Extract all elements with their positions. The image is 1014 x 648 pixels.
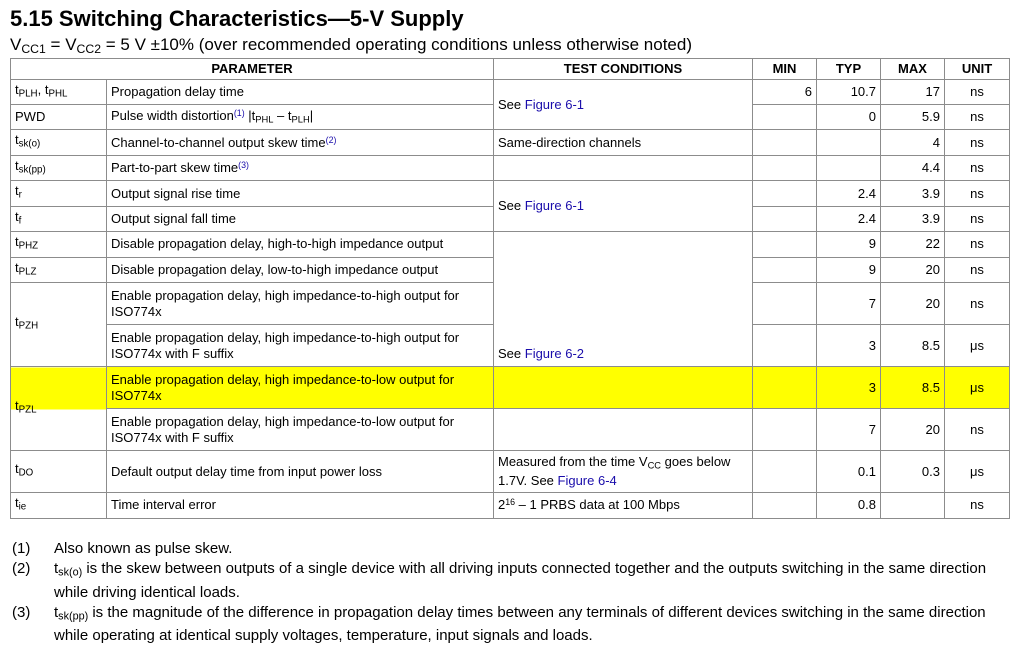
symbol-cell: $t_{sk(pp)}$ [11,155,107,180]
min-value [753,325,817,367]
footnote-text: $t_{sk(o)}$ is the skew between outputs of a single device with all driving inputs connected together and the outputs switching in the same direction while driving identical loads. [54,560,987,601]
description-cell: Output signal rise time [107,181,494,206]
unit-value: ns [945,105,1010,130]
unit-value: ns [945,130,1010,155]
min-value [753,206,817,231]
description-cell: Disable propagation delay, low-to-high impedance output [107,257,494,282]
typ-value [817,130,881,155]
footnote [12,539,1004,558]
section-subtitle: $V_{CC1} = V_{CC2} = 5$ V ±10% (over recommended operating conditions unless otherwise noted) [10,35,692,57]
test-condition-cell [494,155,753,180]
unit-value: ns [945,493,1010,518]
symbol-cell: $t_{PZH}$ [11,283,107,367]
description-cell: Output signal fall time [107,206,494,231]
footnote [12,559,1004,602]
footnote-ref-link[interactable]: (2) [325,134,337,145]
footnote-text: Also known as pulse skew. [54,540,233,557]
footnotes [12,539,1004,646]
typ-value [817,155,881,180]
typ-value: 7 [817,283,881,325]
test-condition-cell: See Figure 6-1 [494,80,753,130]
test-condition-cell: See Figure 6-2 [494,232,753,367]
header-parameter: PARAMETER [11,59,494,80]
test-condition-cell: Measured from the time $V_{CC}$ goes below 1.7V. See Figure 6-4 [494,451,753,493]
typ-value: 2.4 [817,206,881,231]
max-value: 22 [881,232,945,257]
description-cell: Default output delay time from input power loss [107,451,494,493]
section-title: 5.15 Switching Characteristics—5-V Supply [10,6,464,31]
table-row [11,155,1010,180]
max-value: 0.3 [881,451,945,493]
table-row [11,130,1010,155]
description-cell: Enable propagation delay, high impedance-to-low output for ISO774x with F suffix [107,409,494,451]
header-min: MIN [753,59,817,80]
max-value: 20 [881,283,945,325]
table-row [11,409,1010,451]
unit-value: ns [945,257,1010,282]
figure-link[interactable]: Figure 6-2 [524,346,584,362]
footnote-number: (1) [12,540,31,557]
typ-value: 3 [817,367,881,409]
min-value [753,105,817,130]
unit-value: ns [945,155,1010,180]
symbol-cell: $t_{PHZ}$ [11,232,107,257]
description-cell: Part-to-part skew time$^{(3)}$ [107,155,494,180]
typ-value: 2.4 [817,181,881,206]
symbol-cell: $t_{PZL}$ [11,367,107,451]
min-value [753,451,817,493]
test-condition-cell: See Figure 6-1 [494,181,753,232]
symbol-cell: PWD [11,105,107,130]
description-cell: Disable propagation delay, high-to-high impedance output [107,232,494,257]
table-row [11,80,1010,105]
symbol-cell: $t_{PLH}$, $t_{PHL}$ [11,80,107,105]
max-value: 3.9 [881,206,945,231]
figure-link[interactable]: Figure 6-1 [524,198,584,214]
description-cell: Enable propagation delay, high impedance-to-low output for ISO774x [107,367,494,409]
switching-characteristics-table [10,58,1010,519]
unit-value: ns [945,181,1010,206]
min-value [753,493,817,518]
min-value [753,409,817,451]
max-value [881,493,945,518]
footnote-text: $t_{sk(pp)}$ is the magnitude of the difference in propagation delay times between any terminals of different devices switching in the same direction while operating at identical supply voltages, temperature, input signals and loads. [54,603,986,645]
footnote-number: (3) [12,603,31,621]
header-unit: UNIT [945,59,1010,80]
min-value [753,283,817,325]
description-cell: Propagation delay time [107,80,494,105]
min-value [753,232,817,257]
min-value: 6 [753,80,817,105]
unit-value: μs [945,367,1010,409]
min-value [753,367,817,409]
test-condition-cell [494,409,753,451]
symbol-cell: $t_{PLZ}$ [11,257,107,282]
unit-value: ns [945,206,1010,231]
min-value [753,155,817,180]
typ-value: 7 [817,409,881,451]
table-row [11,181,1010,206]
header-typ: TYP [817,59,881,80]
symbol-cell: $t_f$ [11,206,107,231]
unit-value: μs [945,325,1010,367]
typ-value: 9 [817,232,881,257]
footnote-ref-link[interactable]: (3) [238,160,249,171]
typ-value: 3 [817,325,881,367]
max-value: 8.5 [881,367,945,409]
typ-value: 10.7 [817,80,881,105]
test-condition-cell: $2^{16} - 1$ PRBS data at 100 Mbps [494,493,753,518]
max-value: 8.5 [881,325,945,367]
typ-value: 0 [817,105,881,130]
min-value [753,257,817,282]
max-value: 5.9 [881,105,945,130]
table-row [11,451,1010,493]
figure-link[interactable]: Figure 6-1 [524,96,584,112]
description-cell: Pulse width distortion$^{(1)}$ $|t_{PHL} - t_{PLH}|$ [107,105,494,130]
highlighted-table-row [11,367,1010,409]
footnote-number: (2) [12,560,31,577]
min-value [753,181,817,206]
test-condition-cell: Same-direction channels [494,130,753,155]
footnote-ref-link[interactable]: (1) [233,107,245,118]
footnote [12,603,1004,646]
max-value: 4 [881,130,945,155]
figure-link[interactable]: Figure 6-4 [557,473,617,489]
max-value: 4.4 [881,155,945,180]
table-header-row [11,59,1010,80]
unit-value: μs [945,451,1010,493]
header-test-conditions: TEST CONDITIONS [494,59,753,80]
description-cell: Enable propagation delay, high impedance-to-high output for ISO774x [107,283,494,325]
unit-value: ns [945,232,1010,257]
max-value: 20 [881,409,945,451]
max-value: 20 [881,257,945,282]
max-value: 3.9 [881,181,945,206]
symbol-cell: $t_{DO}$ [11,451,107,493]
min-value [753,130,817,155]
header-max: MAX [881,59,945,80]
symbol-cell: $t_r$ [11,181,107,206]
max-value: 17 [881,80,945,105]
typ-value: 0.1 [817,451,881,493]
unit-value: ns [945,283,1010,325]
typ-value: 0.8 [817,493,881,518]
symbol-cell: $t_{sk(o)}$ [11,130,107,155]
unit-value: ns [945,80,1010,105]
unit-value: ns [945,409,1010,451]
description-cell: Time interval error [107,493,494,518]
description-cell: Channel-to-channel output skew time$^{(2)}$ [107,130,494,155]
table-row [11,232,1010,257]
description-cell: Enable propagation delay, high impedance-to-high output for ISO774x with F suffix [107,325,494,367]
symbol-cell: $t_{ie}$ [11,493,107,518]
typ-value: 9 [817,257,881,282]
test-condition-cell [494,367,753,409]
table-row [11,493,1010,518]
